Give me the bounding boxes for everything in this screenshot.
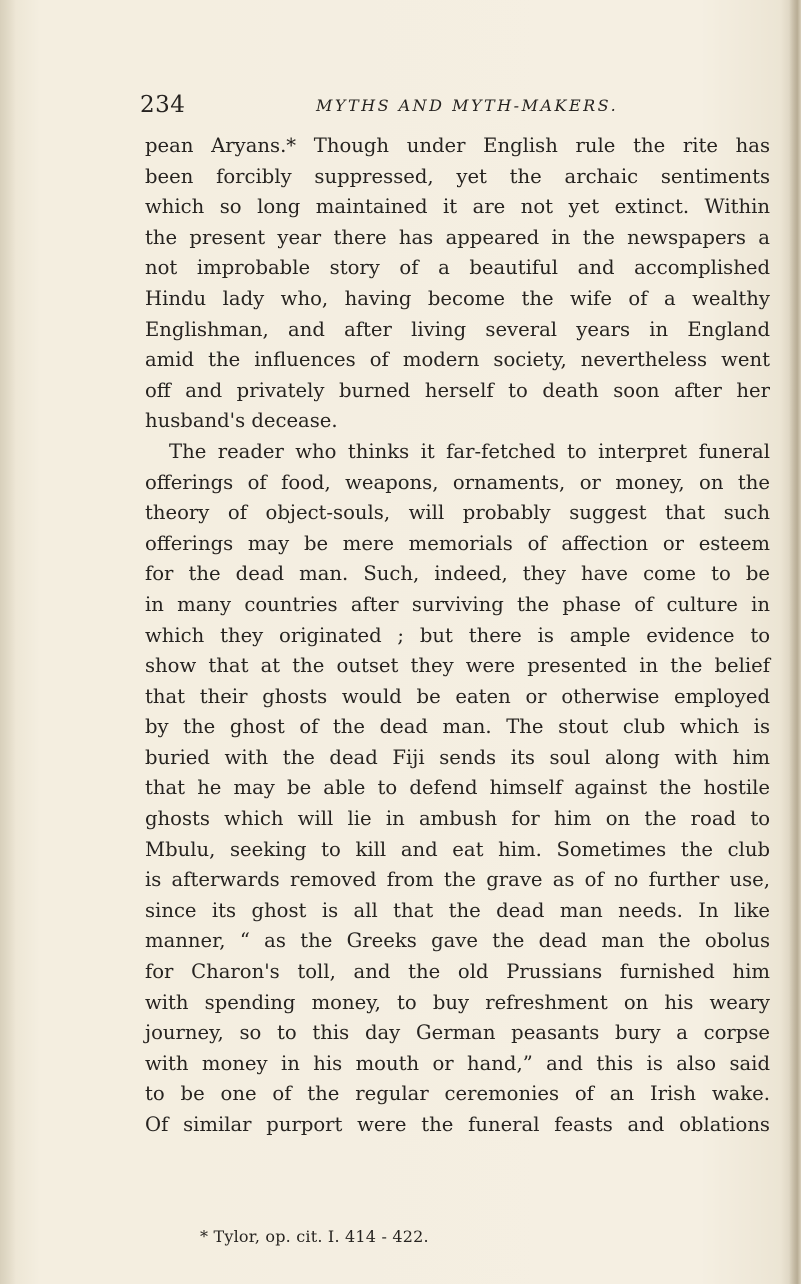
footnote: * Tylor, op. cit. I. 414 - 422. xyxy=(200,1227,429,1246)
text-line: which so long maintained it are not yet extinct. Within xyxy=(145,195,770,219)
text-line: pean Aryans.* Though under English rule the rite has xyxy=(145,134,770,157)
text-line: the present year there has appeared in the newspapers a xyxy=(145,225,770,249)
text-line: for Charon's toll, and the old Prussians furnished him xyxy=(145,960,770,984)
text-line: Englishman, and after living several years in England xyxy=(145,317,770,341)
running-head xyxy=(140,92,660,122)
text-line: for the dead man. Such, indeed, they have come to be xyxy=(145,562,770,586)
text-line: Of similar purport were the funeral feasts and oblations xyxy=(145,1113,770,1136)
text-line: theory of object-souls, will probably suggest that such xyxy=(145,501,770,525)
text-line: husband's decease. xyxy=(145,409,338,433)
page-edge xyxy=(789,0,801,1284)
text-line: with spending money, to buy refreshment on his weary xyxy=(145,990,770,1014)
text-line: which they originated ; but there is ample evidence to xyxy=(145,623,770,647)
text-line: journey, so to this day German peasants bury a corpse xyxy=(145,1021,770,1045)
page-gutter-shadow xyxy=(0,0,16,1284)
page-number: 234 xyxy=(140,92,186,118)
text-line: buried with the dead Fiji sends its soul along with him xyxy=(145,745,770,769)
text-line: manner, “ as the Greeks gave the dead man the obolus xyxy=(145,929,770,953)
text-line: show that at the outset they were presented in the belief xyxy=(145,654,770,678)
text-line: is afterwards removed from the grave as of no further use, xyxy=(145,868,770,892)
text-line: by the ghost of the dead man. The stout club which is xyxy=(145,715,770,739)
text-line: offerings of food, weapons, ornaments, or money, on the xyxy=(145,470,770,494)
text-line: not improbable story of a beautiful and accomplished xyxy=(145,256,770,280)
text-line: in many countries after surviving the phase of culture in xyxy=(145,592,770,616)
text-line: since its ghost is all that the dead man needs. In like xyxy=(145,898,770,922)
text-line: that he may be able to defend himself against the hostile xyxy=(145,776,770,800)
text-line: that their ghosts would be eaten or otherwise employed xyxy=(145,684,770,708)
body-text xyxy=(145,131,770,1141)
text-line: offerings may be mere memorials of affection or esteem xyxy=(145,531,770,555)
running-title: MYTHS AND MYTH-MAKERS. xyxy=(316,96,619,115)
text-line: Mbulu, seeking to kill and eat him. Sometimes the club xyxy=(145,837,770,861)
text-line: off and privately burned herself to death soon after her xyxy=(145,378,770,402)
text-line: The reader who thinks it far-fetched to interpret funeral xyxy=(169,439,770,463)
text-line: ghosts which will lie in ambush for him on the road to xyxy=(145,807,770,831)
text-line: amid the influences of modern society, nevertheless went xyxy=(145,348,770,372)
text-line: to be one of the regular ceremonies of an Irish wake. xyxy=(145,1082,770,1106)
text-line: with money in his mouth or hand,” and this is also said xyxy=(145,1051,770,1075)
text-line: been forcibly suppressed, yet the archaic sentiments xyxy=(145,164,770,188)
text-line: Hindu lady who, having become the wife of a wealthy xyxy=(145,286,770,310)
